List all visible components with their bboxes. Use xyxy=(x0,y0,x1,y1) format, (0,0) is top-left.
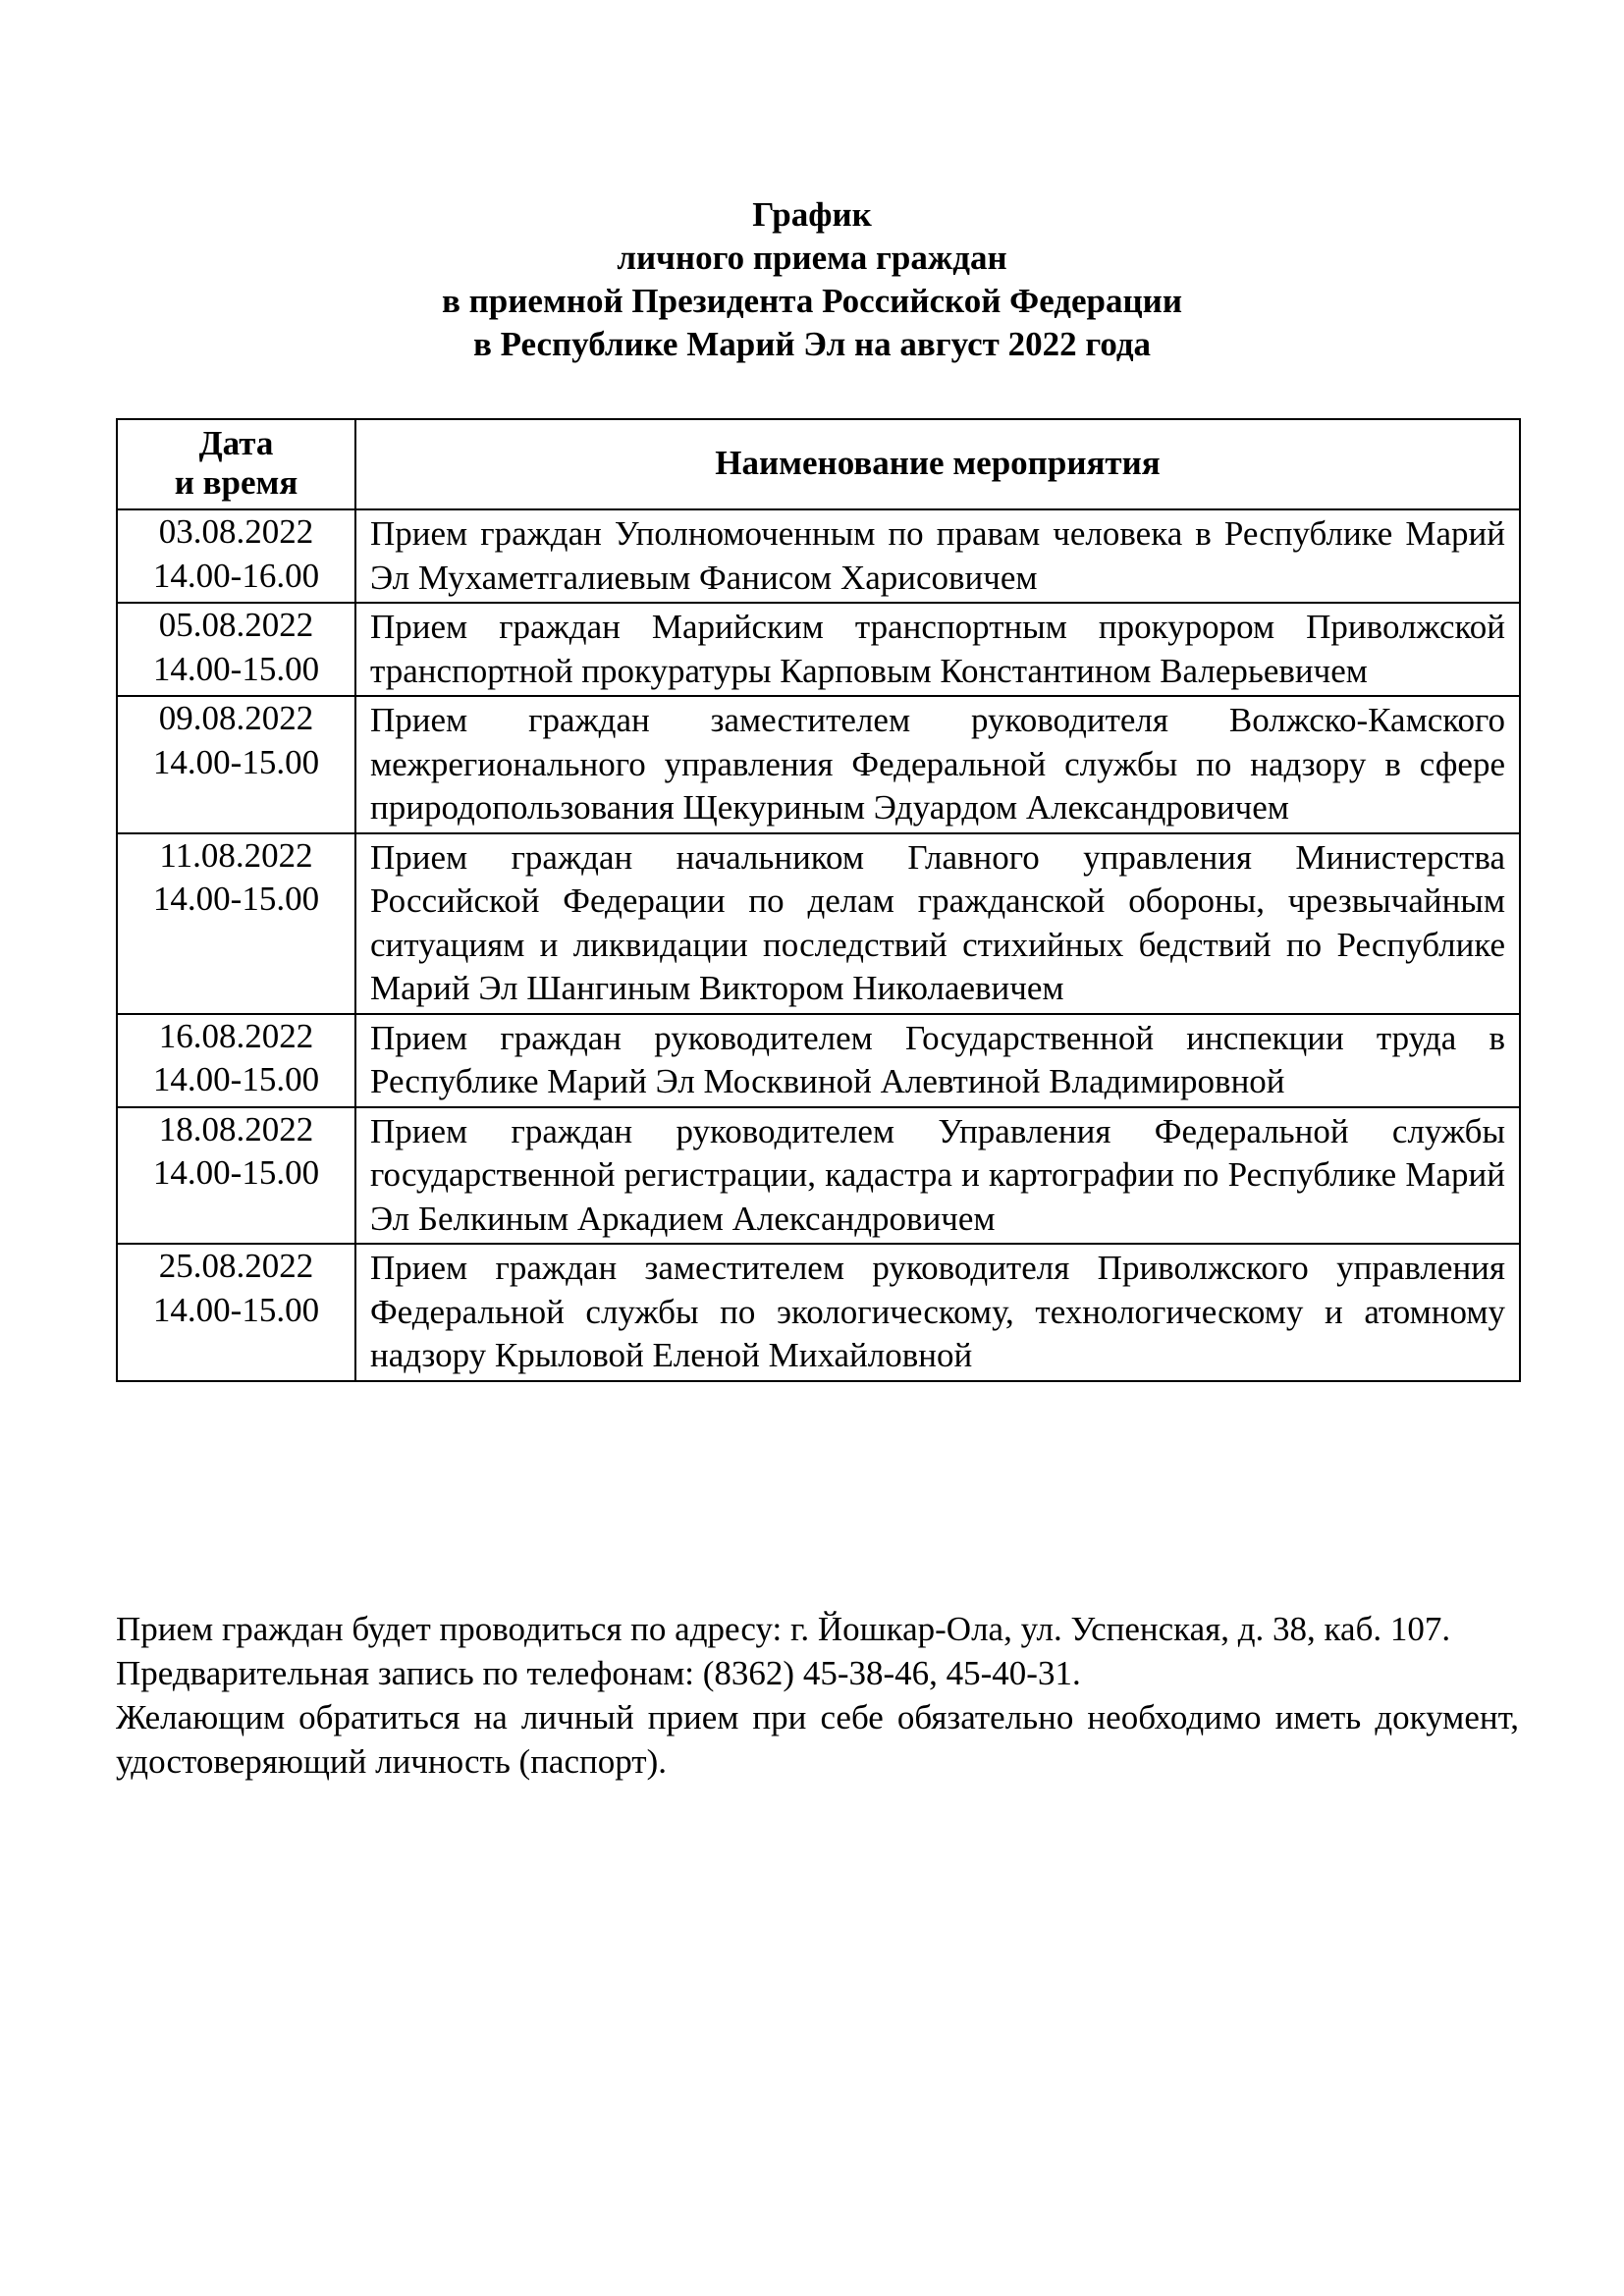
date-time-cell xyxy=(117,1014,355,1107)
document-title xyxy=(0,193,1624,366)
header-event: Наименование мероприятия xyxy=(355,419,1520,509)
row-time: 14.00-15.00 xyxy=(152,1290,320,1329)
row-date: 09.08.2022 xyxy=(158,699,314,737)
table-row xyxy=(117,1244,1520,1381)
event-cell: Прием граждан руководителем Управления Федеральной службы государственной регистрации, кадастра и картографии по Республике Марий Эл Белкиным Аркадием Александровичем xyxy=(355,1107,1520,1245)
date-time-cell xyxy=(117,833,355,1014)
row-date: 03.08.2022 xyxy=(158,512,314,551)
row-time: 14.00-16.00 xyxy=(152,556,320,595)
event-cell: Прием граждан Марийским транспортным прокурором Приволжской транспортной прокуратуры Карповым Константином Валерьевичем xyxy=(355,603,1520,696)
table-header-row xyxy=(117,419,1520,509)
event-cell: Прием граждан Уполномоченным по правам человека в Республике Марий Эл Мухаметгалиевым Фанисом Харисовичем xyxy=(355,509,1520,603)
event-cell: Прием граждан руководителем Государственной инспекции труда в Республике Марий Эл Москвиной Алевтиной Владимировной xyxy=(355,1014,1520,1107)
title-line-1: График xyxy=(752,195,872,234)
header-time-label: и время xyxy=(174,463,298,502)
table-row xyxy=(117,509,1520,603)
title-line-4: в Республике Марий Эл на август 2022 года xyxy=(472,325,1152,363)
date-time-cell xyxy=(117,509,355,603)
document-note: Желающим обратиться на личный прием при себе обязательно необходимо иметь документ, удостоверяющий личность (паспорт). xyxy=(116,1698,1519,1781)
row-date: 05.08.2022 xyxy=(158,606,314,644)
header-date-time xyxy=(117,419,355,509)
row-time: 14.00-15.00 xyxy=(152,880,320,918)
phone-note: Предварительная запись по телефонам: (8362) 45-38-46, 45-40-31. xyxy=(116,1654,1081,1692)
date-time-cell xyxy=(117,696,355,833)
title-line-2: личного приема граждан xyxy=(617,239,1007,277)
table-row xyxy=(117,603,1520,696)
row-time: 14.00-15.00 xyxy=(152,649,320,688)
title-line-3: в приемной Президента Российской Федерации xyxy=(441,282,1183,320)
row-date: 25.08.2022 xyxy=(158,1247,314,1285)
row-time: 14.00-15.00 xyxy=(152,1060,320,1098)
date-time-cell xyxy=(117,1107,355,1245)
row-date: 11.08.2022 xyxy=(159,835,313,875)
table-row xyxy=(117,1014,1520,1107)
table-row xyxy=(117,1107,1520,1245)
date-time-cell xyxy=(117,603,355,696)
address-note: Прием граждан будет проводиться по адресу: г. Йошкар-Ола, ул. Успенская, д. 38, каб. 107. xyxy=(116,1610,1451,1648)
event-cell: Прием граждан начальником Главного управления Министерства Российской Федерации по делам гражданской обороны, чрезвычайным ситуациям и ликвидации последствий стихийных бедствий по Республике Марий Эл Шангиным Виктором Николаевичем xyxy=(355,833,1520,1014)
header-date-label: Дата xyxy=(198,424,274,462)
table-row xyxy=(117,696,1520,833)
row-time: 14.00-15.00 xyxy=(152,742,320,781)
event-cell: Прием граждан заместителем руководителя Приволжского управления Федеральной службы по экологическому, технологическому и атомному надзору Крыловой Еленой Михайловной xyxy=(355,1244,1520,1381)
event-cell: Прием граждан заместителем руководителя Волжско-Камского межрегионального управления Федеральной службы по надзору в сфере природопользования Щекуриным Эдуардом Александровичем xyxy=(355,696,1520,833)
footer-notes xyxy=(116,1607,1519,1784)
schedule-table xyxy=(116,418,1521,1382)
table-row xyxy=(117,833,1520,1014)
row-date: 16.08.2022 xyxy=(158,1016,314,1055)
row-time: 14.00-15.00 xyxy=(152,1153,320,1192)
row-date: 18.08.2022 xyxy=(158,1109,314,1148)
date-time-cell xyxy=(117,1244,355,1381)
